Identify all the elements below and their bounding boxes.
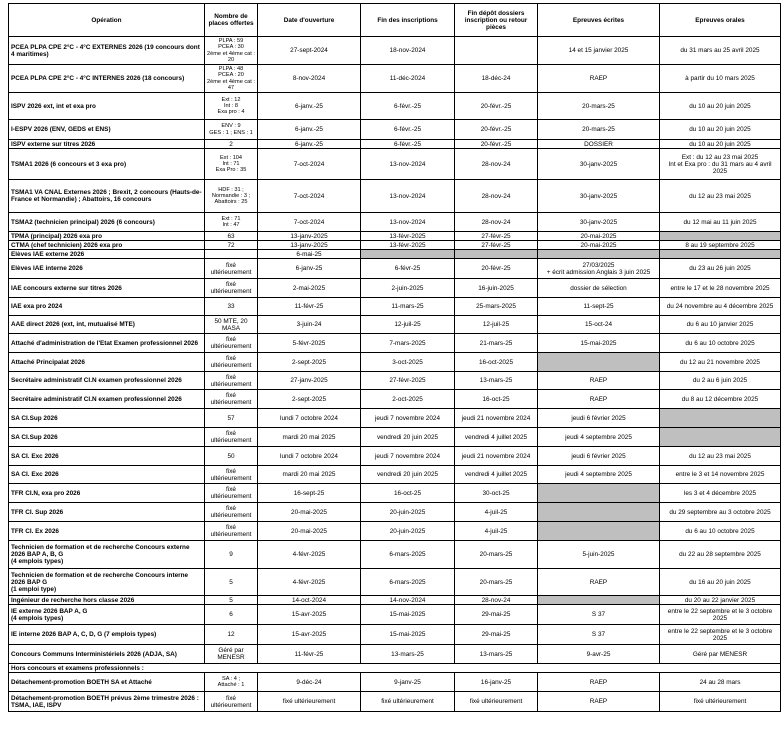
cell-file-deadline: 20-févr.-25 bbox=[455, 120, 538, 140]
cell-written-exams: 15-mai-2025 bbox=[538, 334, 660, 353]
cell-opening-date: 6-janv-25 bbox=[258, 259, 361, 279]
header-places: Nombre de places offertes bbox=[205, 4, 258, 37]
cell-places: Ext : 71 Int : 47 bbox=[205, 213, 258, 232]
cell-opening-date: lundi 7 octobre 2024 bbox=[258, 409, 361, 428]
cell-operation: IAE concours externe sur titres 2026 bbox=[9, 279, 205, 298]
cell-opening-date: 2-sept-2025 bbox=[258, 353, 361, 372]
cell-oral-exams: du 24 novembre au 4 décembre 2025 bbox=[660, 298, 781, 316]
table-row bbox=[9, 372, 781, 390]
cell-operation: IAE exa pro 2024 bbox=[9, 298, 205, 316]
cell-file-deadline: 20-mars-25 bbox=[455, 569, 538, 596]
header-oral-exams: Epreuves orales bbox=[660, 4, 781, 37]
cell-file-deadline: 30-oct-25 bbox=[455, 484, 538, 503]
cell-places: fixé ultérieurement bbox=[205, 503, 258, 522]
table-row bbox=[9, 353, 781, 372]
cell-written-exams: RAEP bbox=[538, 390, 660, 409]
schedule-page bbox=[8, 3, 780, 712]
cell-operation: TPMA (principal) 2026 exa pro bbox=[9, 232, 205, 241]
cell-registration-end: fixé ultérieurement bbox=[361, 692, 455, 712]
cell-opening-date: 4-févr-2025 bbox=[258, 541, 361, 569]
cell-operation: PCEA PLPA CPE 2°C - 4°C INTERNES 2026 (18 concours) bbox=[9, 65, 205, 93]
cell-written-exams: RAEP bbox=[538, 372, 660, 390]
table-row bbox=[9, 316, 781, 334]
cell-written-exams: 9-avr-25 bbox=[538, 645, 660, 664]
header-written-exams: Epreuves écrites bbox=[538, 4, 660, 37]
cell-operation: TFR CI.N, exa pro 2026 bbox=[9, 484, 205, 503]
cell-registration-end: 9-janv-25 bbox=[361, 673, 455, 692]
cell-written-exams: jeudi 6 février 2025 bbox=[538, 409, 660, 428]
table-row bbox=[9, 140, 781, 149]
cell-places: fixé ultérieurement bbox=[205, 334, 258, 353]
cell-file-deadline: 20-févr-25 bbox=[455, 259, 538, 279]
cell-opening-date: mardi 20 mai 2025 bbox=[258, 428, 361, 447]
cell-operation: TFR CI. Ex 2026 bbox=[9, 522, 205, 541]
cell-places: HDF : 31 ; Normandie : 3 ; Abattoirs : 25 bbox=[205, 180, 258, 213]
cell-registration-end: 13-nov-2024 bbox=[361, 149, 455, 180]
cell-written-exams: jeudi 6 février 2025 bbox=[538, 447, 660, 466]
table-row bbox=[9, 484, 781, 503]
cell-operation: Technicien de formation et de recherche Concours externe 2026 BAP A, B, G (4 emplois types) bbox=[9, 541, 205, 569]
cell-written-exams: RAEP bbox=[538, 692, 660, 712]
table-row bbox=[9, 605, 781, 625]
cell-opening-date: lundi 7 octobre 2024 bbox=[258, 447, 361, 466]
cell-written-exams: 30-janv-2025 bbox=[538, 213, 660, 232]
cell-written-exams: S 37 bbox=[538, 625, 660, 645]
cell-registration-end: 11-déc-2024 bbox=[361, 65, 455, 93]
cell-registration-end: 7-mars-2025 bbox=[361, 334, 455, 353]
cell-oral-exams: entre le 22 septembre et le 3 octobre 2025 bbox=[660, 625, 781, 645]
table-row bbox=[9, 673, 781, 692]
table-row bbox=[9, 503, 781, 522]
table-row bbox=[9, 645, 781, 664]
cell-registration-end: vendredi 20 juin 2025 bbox=[361, 428, 455, 447]
table-row bbox=[9, 37, 781, 65]
cell-operation: Ingénieur de recherche hors classe 2026 bbox=[9, 596, 205, 605]
cell-opening-date: 2-mai-2025 bbox=[258, 279, 361, 298]
cell-registration-end: 16-oct-25 bbox=[361, 484, 455, 503]
cell-registration-end: 6-févr.-25 bbox=[361, 140, 455, 149]
cell-written-exams: 15-oct-24 bbox=[538, 316, 660, 334]
cell-opening-date: 20-mai-2025 bbox=[258, 503, 361, 522]
cell-written-exams: 20-mai-2025 bbox=[538, 241, 660, 250]
cell-opening-date: 6-mai-25 bbox=[258, 250, 361, 259]
cell-opening-date: 14-oct-2024 bbox=[258, 596, 361, 605]
cell-opening-date: 9-déc-24 bbox=[258, 673, 361, 692]
cell-oral-exams: du 6 au 10 octobre 2025 bbox=[660, 334, 781, 353]
cell-file-deadline: 25-mars-2025 bbox=[455, 298, 538, 316]
cell-opening-date: 15-avr-2025 bbox=[258, 625, 361, 645]
cell-places: 50 MTE, 20 MASA bbox=[205, 316, 258, 334]
cell-opening-date: 20-mai-2025 bbox=[258, 522, 361, 541]
cell-registration-end: 27-févr-2025 bbox=[361, 372, 455, 390]
table-row bbox=[9, 298, 781, 316]
cell-written-exams: dossier de sélection bbox=[538, 279, 660, 298]
cell-registration-end: 6-févr.-25 bbox=[361, 120, 455, 140]
cell-written-exams: 5-juin-2025 bbox=[538, 541, 660, 569]
header-operation: Opération bbox=[9, 4, 205, 37]
cell-written-exams: RAEP bbox=[538, 65, 660, 93]
table-row bbox=[9, 541, 781, 569]
cell-oral-exams bbox=[660, 232, 781, 241]
cell-file-deadline: 13-mars-25 bbox=[455, 372, 538, 390]
cell-operation: TFR CI. Sup 2026 bbox=[9, 503, 205, 522]
cell-oral-exams: entre le 17 et le 28 novembre 2025 bbox=[660, 279, 781, 298]
cell-places: fixé ultérieurement bbox=[205, 522, 258, 541]
table-row bbox=[9, 625, 781, 645]
cell-operation: Secrétaire administratif CI.N examen professionnel 2026 bbox=[9, 372, 205, 390]
cell-places: fixé ultérieurement bbox=[205, 390, 258, 409]
cell-places: 72 bbox=[205, 241, 258, 250]
cell-opening-date: mardi 20 mai 2025 bbox=[258, 466, 361, 484]
cell-operation: SA CI. Exc 2026 bbox=[9, 447, 205, 466]
cell-file-deadline: 20-févr.-25 bbox=[455, 140, 538, 149]
cell-opening-date: 2-sept-2025 bbox=[258, 390, 361, 409]
cell-oral-exams: du 6 au 10 janvier 2025 bbox=[660, 316, 781, 334]
cell-opening-date: 6-janv.-25 bbox=[258, 93, 361, 120]
cell-written-exams: RAEP bbox=[538, 569, 660, 596]
cell-file-deadline: 13-mars-25 bbox=[455, 645, 538, 664]
cell-oral-exams: entre le 3 et 14 novembre 2025 bbox=[660, 466, 781, 484]
cell-places: PLPA : 48 PCEA : 20 2ème et 4ème cat : 47 bbox=[205, 65, 258, 93]
cell-written-exams: 27/03/2025 + écrit admission Anglais 3 juin 2025 bbox=[538, 259, 660, 279]
cell-places: fixé ultérieurement bbox=[205, 279, 258, 298]
cell-opening-date: 16-sept-25 bbox=[258, 484, 361, 503]
cell-operation: PCEA PLPA CPE 2°C - 4°C EXTERNES 2026 (19 concours dont 4 maritimes) bbox=[9, 37, 205, 65]
cell-registration-end: 13-nov-2024 bbox=[361, 213, 455, 232]
cell-oral-exams: du 12 au 21 novembre 2025 bbox=[660, 353, 781, 372]
cell-opening-date: 6-janv.-25 bbox=[258, 120, 361, 140]
cell-operation: Secrétaire administratif CI.N examen professionnel 2026 bbox=[9, 390, 205, 409]
cell-oral-exams: du 6 au 10 octobre 2025 bbox=[660, 522, 781, 541]
table-row bbox=[9, 93, 781, 120]
cell-written-exams: DOSSIER bbox=[538, 140, 660, 149]
cell-operation: SA CI.Sup 2026 bbox=[9, 409, 205, 428]
section-title: Hors concours et examens professionnels : bbox=[9, 664, 781, 673]
cell-registration-end: 13-nov-2024 bbox=[361, 180, 455, 213]
table-row bbox=[9, 466, 781, 484]
cell-places: 5 bbox=[205, 569, 258, 596]
cell-opening-date: 13-janv-2025 bbox=[258, 241, 361, 250]
cell-opening-date: fixé ultérieurement bbox=[258, 692, 361, 712]
cell-opening-date: 11-févr-25 bbox=[258, 298, 361, 316]
cell-operation: IE interne 2026 BAP A, C, D, G (7 emplois types) bbox=[9, 625, 205, 645]
cell-oral-exams: du 12 au 23 mai 2025 bbox=[660, 447, 781, 466]
cell-file-deadline: 18-déc-24 bbox=[455, 65, 538, 93]
cell-file-deadline: 27-févr-25 bbox=[455, 232, 538, 241]
cell-registration-end: 15-mai-2025 bbox=[361, 625, 455, 645]
cell-places: Géré par MENESR bbox=[205, 645, 258, 664]
cell-registration-end: 2-oct-2025 bbox=[361, 390, 455, 409]
cell-oral-exams: du 12 mai au 11 juin 2025 bbox=[660, 213, 781, 232]
cell-operation: Elèves IAE interne 2026 bbox=[9, 259, 205, 279]
cell-written-exams: 30-janv-2025 bbox=[538, 149, 660, 180]
cell-file-deadline: 12-juil-25 bbox=[455, 316, 538, 334]
cell-registration-end: 11-mars-25 bbox=[361, 298, 455, 316]
cell-registration-end: vendredi 20 juin 2025 bbox=[361, 466, 455, 484]
cell-operation: Attaché d'administration de l'Etat Examen professionnel 2026 bbox=[9, 334, 205, 353]
cell-registration-end: 20-juin-2025 bbox=[361, 522, 455, 541]
cell-opening-date: 7-oct-2024 bbox=[258, 180, 361, 213]
cell-places bbox=[205, 250, 258, 259]
cell-file-deadline: jeudi 21 novembre 2024 bbox=[455, 447, 538, 466]
cell-oral-exams: du 2 au 6 juin 2025 bbox=[660, 372, 781, 390]
cell-registration-end: 6-mars-2025 bbox=[361, 541, 455, 569]
cell-registration-end: 18-nov-2024 bbox=[361, 37, 455, 65]
cell-places: 33 bbox=[205, 298, 258, 316]
cell-written-exams: RAEP bbox=[538, 673, 660, 692]
cell-oral-exams: du 10 au 20 juin 2025 bbox=[660, 140, 781, 149]
cell-written-exams: jeudi 4 septembre 2025 bbox=[538, 428, 660, 447]
cell-written-exams bbox=[538, 484, 660, 503]
cell-operation: ISPV externe sur titres 2026 bbox=[9, 140, 205, 149]
cell-places: SA : 4 ; Attaché : 1 bbox=[205, 673, 258, 692]
cell-registration-end: jeudi 7 novembre 2024 bbox=[361, 409, 455, 428]
cell-file-deadline: 28-nov-24 bbox=[455, 180, 538, 213]
cell-places: 6 bbox=[205, 605, 258, 625]
cell-places: fixé ultérieurement bbox=[205, 428, 258, 447]
table-row bbox=[9, 692, 781, 712]
cell-oral-exams: les 3 et 4 décembre 2025 bbox=[660, 484, 781, 503]
cell-operation: Concours Communs Interministériels 2026 (ADJA, SA) bbox=[9, 645, 205, 664]
cell-oral-exams: du 22 au 28 septembre 2025 bbox=[660, 541, 781, 569]
cell-oral-exams: entre le 22 septembre et le 3 octobre 2025 bbox=[660, 605, 781, 625]
cell-file-deadline: 4-juil-25 bbox=[455, 522, 538, 541]
cell-file-deadline: 16-janv-25 bbox=[455, 673, 538, 692]
cell-opening-date: 7-oct-2024 bbox=[258, 149, 361, 180]
cell-file-deadline: 20-févr.-25 bbox=[455, 93, 538, 120]
cell-places: 50 bbox=[205, 447, 258, 466]
cell-oral-exams bbox=[660, 428, 781, 447]
cell-file-deadline: fixé ultérieurement bbox=[455, 692, 538, 712]
cell-registration-end: 14-nov-2024 bbox=[361, 596, 455, 605]
table-row bbox=[9, 279, 781, 298]
cell-file-deadline: vendredi 4 juillet 2025 bbox=[455, 466, 538, 484]
cell-oral-exams: du 12 au 23 mai 2025 bbox=[660, 180, 781, 213]
table-row bbox=[9, 447, 781, 466]
cell-oral-exams: à partir du 10 mars 2025 bbox=[660, 65, 781, 93]
cell-operation: AAE direct 2026 (ext, int, mutualisé MTE) bbox=[9, 316, 205, 334]
table-row bbox=[9, 409, 781, 428]
cell-operation: IE externe 2026 BAP A, G (4 emplois types) bbox=[9, 605, 205, 625]
cell-file-deadline: 16-oct-2025 bbox=[455, 353, 538, 372]
cell-file-deadline: vendredi 4 juillet 2025 bbox=[455, 428, 538, 447]
cell-operation: ISPV 2026 ext, int et exa pro bbox=[9, 93, 205, 120]
cell-oral-exams: du 20 au 22 janvier 2025 bbox=[660, 596, 781, 605]
cell-places: 63 bbox=[205, 232, 258, 241]
cell-file-deadline: 21-mars-25 bbox=[455, 334, 538, 353]
cell-file-deadline: 28-nov-24 bbox=[455, 149, 538, 180]
cell-written-exams bbox=[538, 596, 660, 605]
cell-file-deadline: 20-mars-25 bbox=[455, 541, 538, 569]
header-file-deadline: Fin dépôt dossiers inscription ou retour pièces bbox=[455, 4, 538, 37]
table-row bbox=[9, 120, 781, 140]
cell-oral-exams: Géré par MENESR bbox=[660, 645, 781, 664]
cell-places: fixé ultérieurement bbox=[205, 259, 258, 279]
table-row bbox=[9, 428, 781, 447]
cell-written-exams: 20-mai-2025 bbox=[538, 232, 660, 241]
table-row bbox=[9, 334, 781, 353]
cell-written-exams bbox=[538, 353, 660, 372]
cell-written-exams: S 37 bbox=[538, 605, 660, 625]
cell-places: fixé ultérieurement bbox=[205, 372, 258, 390]
cell-registration-end bbox=[361, 250, 455, 259]
cell-operation: TSMA2 (technicien principal) 2026 (6 concours) bbox=[9, 213, 205, 232]
cell-operation: TSMA1 2026 (6 concours et 3 exa pro) bbox=[9, 149, 205, 180]
table-row bbox=[9, 390, 781, 409]
cell-registration-end: 2-juin-2025 bbox=[361, 279, 455, 298]
table-row bbox=[9, 232, 781, 241]
table-row bbox=[9, 213, 781, 232]
cell-registration-end: 3-oct-2025 bbox=[361, 353, 455, 372]
table-row bbox=[9, 65, 781, 93]
table-row bbox=[9, 241, 781, 250]
cell-written-exams: jeudi 4 septembre 2025 bbox=[538, 466, 660, 484]
cell-file-deadline: 28-nov-24 bbox=[455, 596, 538, 605]
cell-oral-exams: du 29 septembre au 3 octobre 2025 bbox=[660, 503, 781, 522]
header-row bbox=[9, 4, 781, 37]
cell-operation: Elèves IAE externe 2026 bbox=[9, 250, 205, 259]
cell-written-exams bbox=[538, 250, 660, 259]
cell-written-exams: 20-mars-25 bbox=[538, 93, 660, 120]
table-row bbox=[9, 596, 781, 605]
cell-opening-date: 27-janv-2025 bbox=[258, 372, 361, 390]
cell-places: fixé ultérieurement bbox=[205, 466, 258, 484]
cell-places: ENV : 9 GES : 1 ; ENS : 1 bbox=[205, 120, 258, 140]
cell-oral-exams: du 16 au 20 juin 2025 bbox=[660, 569, 781, 596]
cell-operation: TSMA1 VA CNAL Externes 2026 ; Brexit, 2 concours (Hauts-de-France et Normandie) ; Abattoirs, 16 concours bbox=[9, 180, 205, 213]
cell-oral-exams bbox=[660, 250, 781, 259]
cell-oral-exams: 24 au 28 mars bbox=[660, 673, 781, 692]
cell-registration-end: 15-mai-2025 bbox=[361, 605, 455, 625]
cell-places: 9 bbox=[205, 541, 258, 569]
cell-opening-date: 7-oct-2024 bbox=[258, 213, 361, 232]
cell-oral-exams: 8 au 19 septembre 2025 bbox=[660, 241, 781, 250]
cell-operation: SA CI.Sup 2026 bbox=[9, 428, 205, 447]
table-row bbox=[9, 250, 781, 259]
cell-oral-exams: du 23 au 26 juin 2025 bbox=[660, 259, 781, 279]
table-row bbox=[9, 569, 781, 596]
cell-operation: Détachement-promotion BOETH SA et Attaché bbox=[9, 673, 205, 692]
cell-file-deadline: 16-juin-2025 bbox=[455, 279, 538, 298]
table-body bbox=[9, 37, 781, 712]
header-registration-end: Fin des inscriptions bbox=[361, 4, 455, 37]
table-row bbox=[9, 149, 781, 180]
cell-written-exams bbox=[538, 503, 660, 522]
cell-oral-exams: du 10 au 20 juin 2025 bbox=[660, 120, 781, 140]
cell-oral-exams: fixé ultérieurement bbox=[660, 692, 781, 712]
table-row bbox=[9, 259, 781, 279]
cell-oral-exams: Ext : du 12 au 23 mai 2025 Int et Exa pro : du 31 mars au 4 avril 2025 bbox=[660, 149, 781, 180]
cell-written-exams: 20-mars-25 bbox=[538, 120, 660, 140]
cell-operation: Technicien de formation et de recherche Concours interne 2026 BAP G (1 emploi type) bbox=[9, 569, 205, 596]
cell-operation: Détachement-promotion BOETH prévus 2ème trimestre 2026 : TSMA, IAE, ISPV bbox=[9, 692, 205, 712]
cell-file-deadline: 28-nov-24 bbox=[455, 213, 538, 232]
cell-opening-date: 13-janv-2025 bbox=[258, 232, 361, 241]
cell-file-deadline: 16-oct-25 bbox=[455, 390, 538, 409]
cell-file-deadline bbox=[455, 250, 538, 259]
cell-opening-date: 15-avr-2025 bbox=[258, 605, 361, 625]
cell-opening-date: 3-juin-24 bbox=[258, 316, 361, 334]
cell-registration-end: 20-juin-2025 bbox=[361, 503, 455, 522]
cell-places: PLPA : 59 PCEA : 30 2ème et 4ème cat : 20 bbox=[205, 37, 258, 65]
cell-places: 12 bbox=[205, 625, 258, 645]
exam-schedule-table bbox=[8, 3, 781, 712]
cell-places: 57 bbox=[205, 409, 258, 428]
cell-written-exams: 11-sept-25 bbox=[538, 298, 660, 316]
cell-opening-date: 8-nov-2024 bbox=[258, 65, 361, 93]
cell-operation: I-ESPV 2026 (ENV, GEDS et ENS) bbox=[9, 120, 205, 140]
table-row bbox=[9, 522, 781, 541]
section-row bbox=[9, 664, 781, 673]
cell-registration-end: 13-févr-2025 bbox=[361, 241, 455, 250]
cell-written-exams: 14 et 15 janvier 2025 bbox=[538, 37, 660, 65]
cell-places: fixé ultérieurement bbox=[205, 692, 258, 712]
table-row bbox=[9, 180, 781, 213]
cell-registration-end: jeudi 7 novembre 2024 bbox=[361, 447, 455, 466]
cell-registration-end: 6-févr.-25 bbox=[361, 93, 455, 120]
cell-places: 5 bbox=[205, 596, 258, 605]
cell-oral-exams: du 10 au 20 juin 2025 bbox=[660, 93, 781, 120]
cell-registration-end: 13-mars-25 bbox=[361, 645, 455, 664]
cell-opening-date: 27-sept-2024 bbox=[258, 37, 361, 65]
cell-opening-date: 4-févr-2025 bbox=[258, 569, 361, 596]
cell-places: fixé ultérieurement bbox=[205, 353, 258, 372]
cell-opening-date: 11-févr-25 bbox=[258, 645, 361, 664]
cell-opening-date: 5-févr-2025 bbox=[258, 334, 361, 353]
cell-written-exams: 30-janv-2025 bbox=[538, 180, 660, 213]
cell-places: Ext : 12 Int : 8 Exa pro : 4 bbox=[205, 93, 258, 120]
header-opening-date: Date d'ouverture bbox=[258, 4, 361, 37]
cell-registration-end: 13-févr-2025 bbox=[361, 232, 455, 241]
cell-oral-exams: du 8 au 12 décembre 2025 bbox=[660, 390, 781, 409]
cell-registration-end: 12-juil-25 bbox=[361, 316, 455, 334]
cell-file-deadline: 29-mai-25 bbox=[455, 625, 538, 645]
cell-file-deadline: 27-févr-25 bbox=[455, 241, 538, 250]
cell-operation: SA CI. Exc 2026 bbox=[9, 466, 205, 484]
cell-file-deadline: jeudi 21 novembre 2024 bbox=[455, 409, 538, 428]
cell-places: fixé ultérieurement bbox=[205, 484, 258, 503]
cell-written-exams bbox=[538, 522, 660, 541]
cell-registration-end: 6-mars-2025 bbox=[361, 569, 455, 596]
cell-operation: Attaché Principalat 2026 bbox=[9, 353, 205, 372]
cell-file-deadline bbox=[455, 37, 538, 65]
cell-file-deadline: 4-juil-25 bbox=[455, 503, 538, 522]
cell-opening-date: 6-janv.-25 bbox=[258, 140, 361, 149]
cell-file-deadline: 29-mai-25 bbox=[455, 605, 538, 625]
cell-oral-exams bbox=[660, 409, 781, 428]
cell-oral-exams: du 31 mars au 25 avril 2025 bbox=[660, 37, 781, 65]
cell-places: 2 bbox=[205, 140, 258, 149]
cell-places: Ext : 104 Int : 71 Exa Pro : 35 bbox=[205, 149, 258, 180]
cell-registration-end: 6-févr-25 bbox=[361, 259, 455, 279]
cell-operation: CTMA (chef technicien) 2026 exa pro bbox=[9, 241, 205, 250]
